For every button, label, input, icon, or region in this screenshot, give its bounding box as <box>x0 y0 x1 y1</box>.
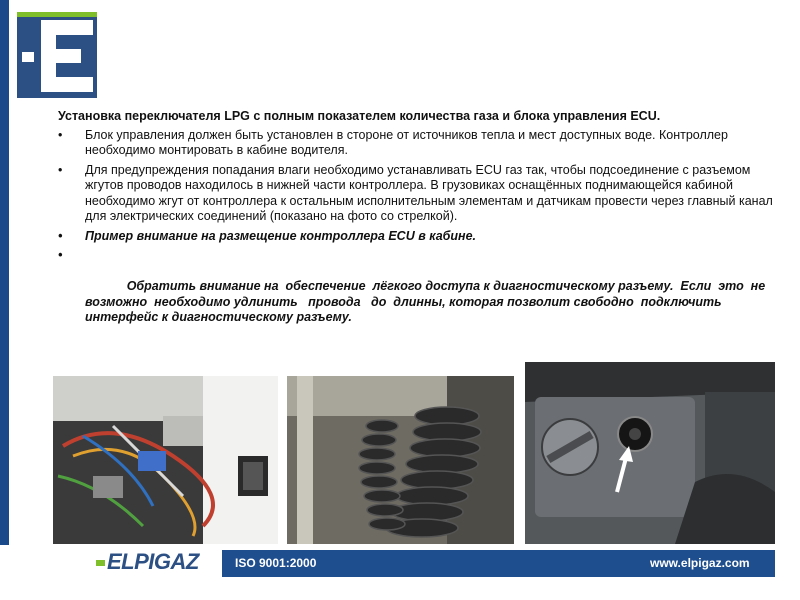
bullet-item <box>58 229 778 245</box>
left-accent-bar <box>0 0 9 545</box>
bullet-marker: • <box>58 162 63 177</box>
photo-dashboard-switch <box>525 362 775 544</box>
footer-brand-text: ELPIGAZ <box>107 549 199 574</box>
photo-wiring-harness <box>53 376 278 544</box>
photo-cable-channel <box>287 376 514 544</box>
iso-certification: ISO 9001:2000 <box>235 556 317 570</box>
website-link[interactable]: www.elpigaz.com <box>650 556 750 570</box>
bullet-text: Блок управления должен быть установлен в стороне от источников тепла и мест доступных воде. Контроллер необходимо монтировать в кабине водителя. <box>85 127 728 157</box>
bullet-item <box>58 128 778 159</box>
bottom-margin <box>0 581 800 600</box>
bullet-item <box>58 163 778 225</box>
bullet-marker: • <box>58 248 63 262</box>
slide-content <box>58 109 778 345</box>
bullet-item <box>58 248 778 341</box>
bullet-marker: • <box>58 127 63 142</box>
bullet-marker: • <box>58 228 63 243</box>
bullet-text: Пример внимание на размещение контроллера ECU в кабине. <box>85 228 477 243</box>
slide-heading: Установка переключателя LPG с полным показателем количества газа и блока управления ECU. <box>58 109 661 123</box>
elpigaz-e-logo <box>17 12 97 98</box>
bullet-text: Обратить внимание на обеспечение лёгкого доступа к диагностическому разъему. Если это не возможно необходимо удлинить провода до длинны, которая позволит свободно подключить интерфейс к диагностическому разъему. <box>85 279 769 324</box>
bullet-text: Для предупреждения попадания влаги необходимо устанавливать ECU газ так, чтобы подсоединение с разъемом жгутов проводов находилось в нижней части контроллера. В грузовиках оснащённых поднимающейся кабиной необходимо жгут от контроллера к остальным исполнительным элементам и датчикам провести через главный канал для электрических соединений (показано на фото со стрелкой). <box>85 162 773 223</box>
